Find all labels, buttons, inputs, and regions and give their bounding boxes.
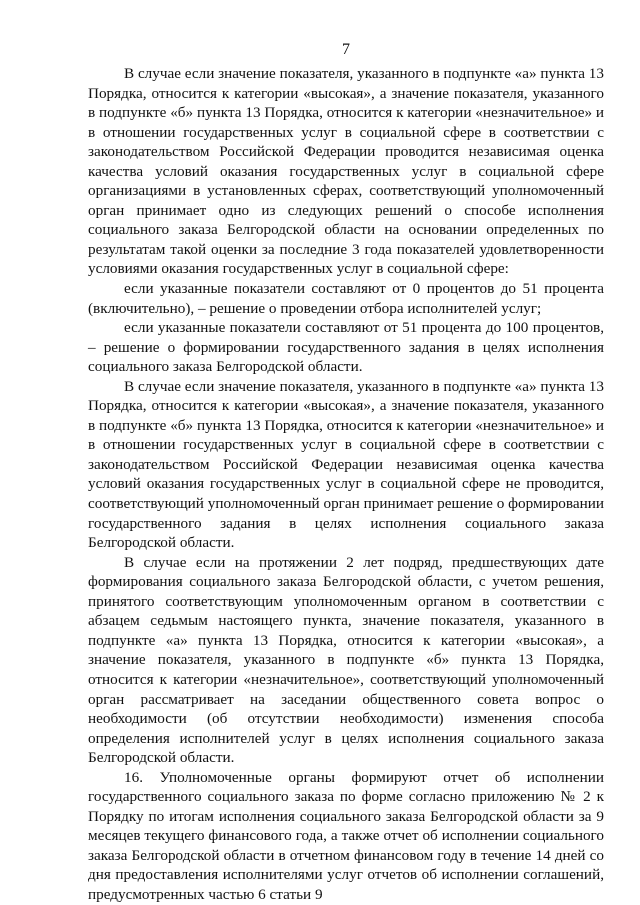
paragraph-3: если указанные показатели составляют от 51 процента до 100 процентов, – решение о формировании государственного задания в целях исполнения социального заказа Белгородской области. — [88, 319, 604, 376]
paragraph-1: В случае если значение показателя, указанного в подпункте «а» пункта 13 Порядка, относится к категории «высокая», а значение показателя, указанного в подпункте «б» пункта 13 Порядка, относится к категории «незначительное» и в отношении государственных услуг в социальной сфере в соответствии с законодательством Российской Федерации проводится независимая оценка качества условий оказания государственных услуг в социальной сфере организациями в установленных сферах, соответствующий уполномоченный орган принимает одно из следующих решений о способе исполнения социального заказа Белгородской области на основании определенных по результатам такой оценки за последние 3 года показателей удовлетворенности условиями оказания государственных услуг в социальной сфере: — [88, 65, 604, 278]
paragraph-2: если указанные показатели составляют от 0 процентов до 51 процента (включительно), – решение о проведении отбора исполнителей услуг; — [88, 280, 604, 317]
page-number: 7 — [342, 41, 350, 58]
paragraph-5: В случае если на протяжении 2 лет подряд, предшествующих дате формирования социального заказа Белгородской области, с учетом решения, принятого соответствующим уполномоченным органом в соответствии с абзацем седьмым настоящего пункта, значение показателя, указанного в подпункте «а» пункта 13 Порядка, относится к категории «высокая», а значение показателя, указанного в подпункте «б» пункта 13 Порядка, относится к категории «незначительное», соответствующий уполномоченный орган рассматривает на заседании общественного совета вопрос о необходимости (об отсутствии необходимости) изменения способа определения исполнителей услуг в целях исполнения социального заказа Белгородской области. — [88, 553, 604, 767]
paragraph-4: В случае если значение показателя, указанного в подпункте «а» пункта 13 Порядка, относится к категории «высокая», а значение показателя, указанного в подпункте «б» пункта 13 Порядка, относится к категории «незначительное» и в отношении государственных услуг в социальной сфере в соответствии с законодательством Российской Федерации независимая оценка качества условий оказания государственных услуг в социальной сфере не проводится, соответствующий уполномоченный орган принимает решение о формировании государственного задания в целях исполнения социального заказа Белгородской области. — [88, 377, 604, 552]
paragraph-6: 16. Уполномоченные органы формируют отчет об исполнении государственного социального заказа по форме согласно приложению № 2 к Порядку по итогам исполнения социального заказа Белгородской области за 9 месяцев текущего финансового года, а также отчет об исполнении социального заказа Белгородской области в отчетном финансовом году в течение 14 дней со дня предоставления исполнителями услуг отчетов об исполнении соглашений, предусмотренных частью 6 статьи 9 — [88, 768, 604, 903]
